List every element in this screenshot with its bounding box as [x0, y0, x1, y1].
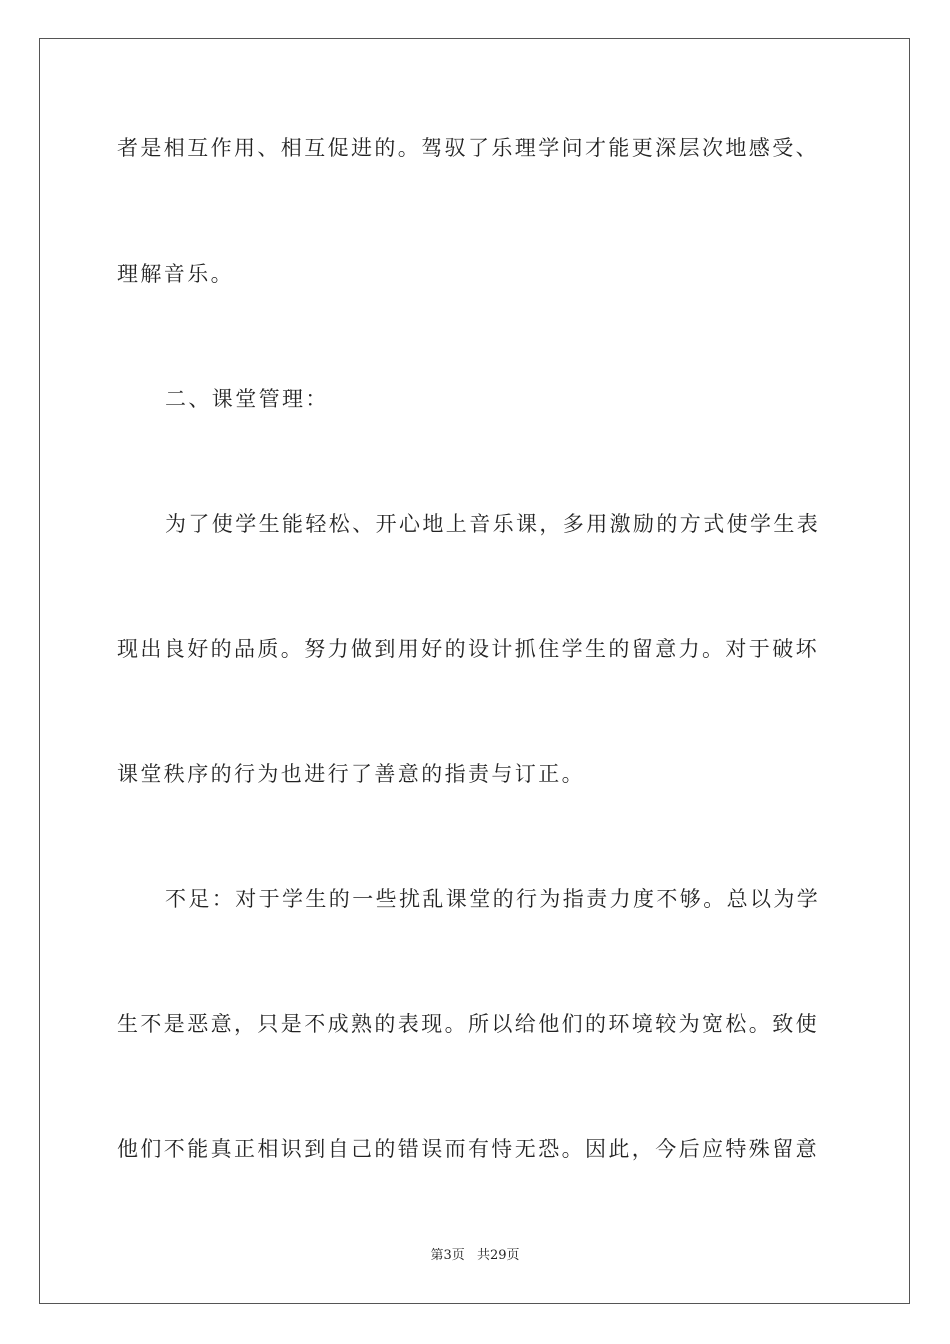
text-line-2: 理解音乐。: [117, 262, 234, 286]
page-border: [39, 38, 910, 1304]
page-number: 第3页: [430, 1248, 465, 1263]
page-footer: [0, 1247, 950, 1265]
text-line-5: 现出良好的品质。努力做到用好的设计抓住学生的留意力。对于破坏: [117, 637, 819, 661]
text-line-6: 课堂秩序的行为也进行了善意的指责与订正。: [117, 762, 585, 786]
text-line-1: 者是相互作用、相互促进的。驾驭了乐理学问才能更深层次地感受、: [117, 136, 819, 160]
text-line-8: 生不是恶意，只是不成熟的表现。所以给他们的环境较为宽松。致使: [117, 1012, 819, 1036]
total-pages: 共29页: [476, 1248, 520, 1263]
section-heading: 二、课堂管理：: [165, 387, 329, 411]
text-line-7: 不足：对于学生的一些扰乱课堂的行为指责力度不够。总以为学: [165, 887, 821, 911]
text-line-4: 为了使学生能轻松、开心地上音乐课，多用激励的方式使学生表: [165, 512, 821, 536]
text-line-9: 他们不能真正相识到自己的错误而有恃无恐。因此，今后应特殊留意: [117, 1137, 819, 1161]
